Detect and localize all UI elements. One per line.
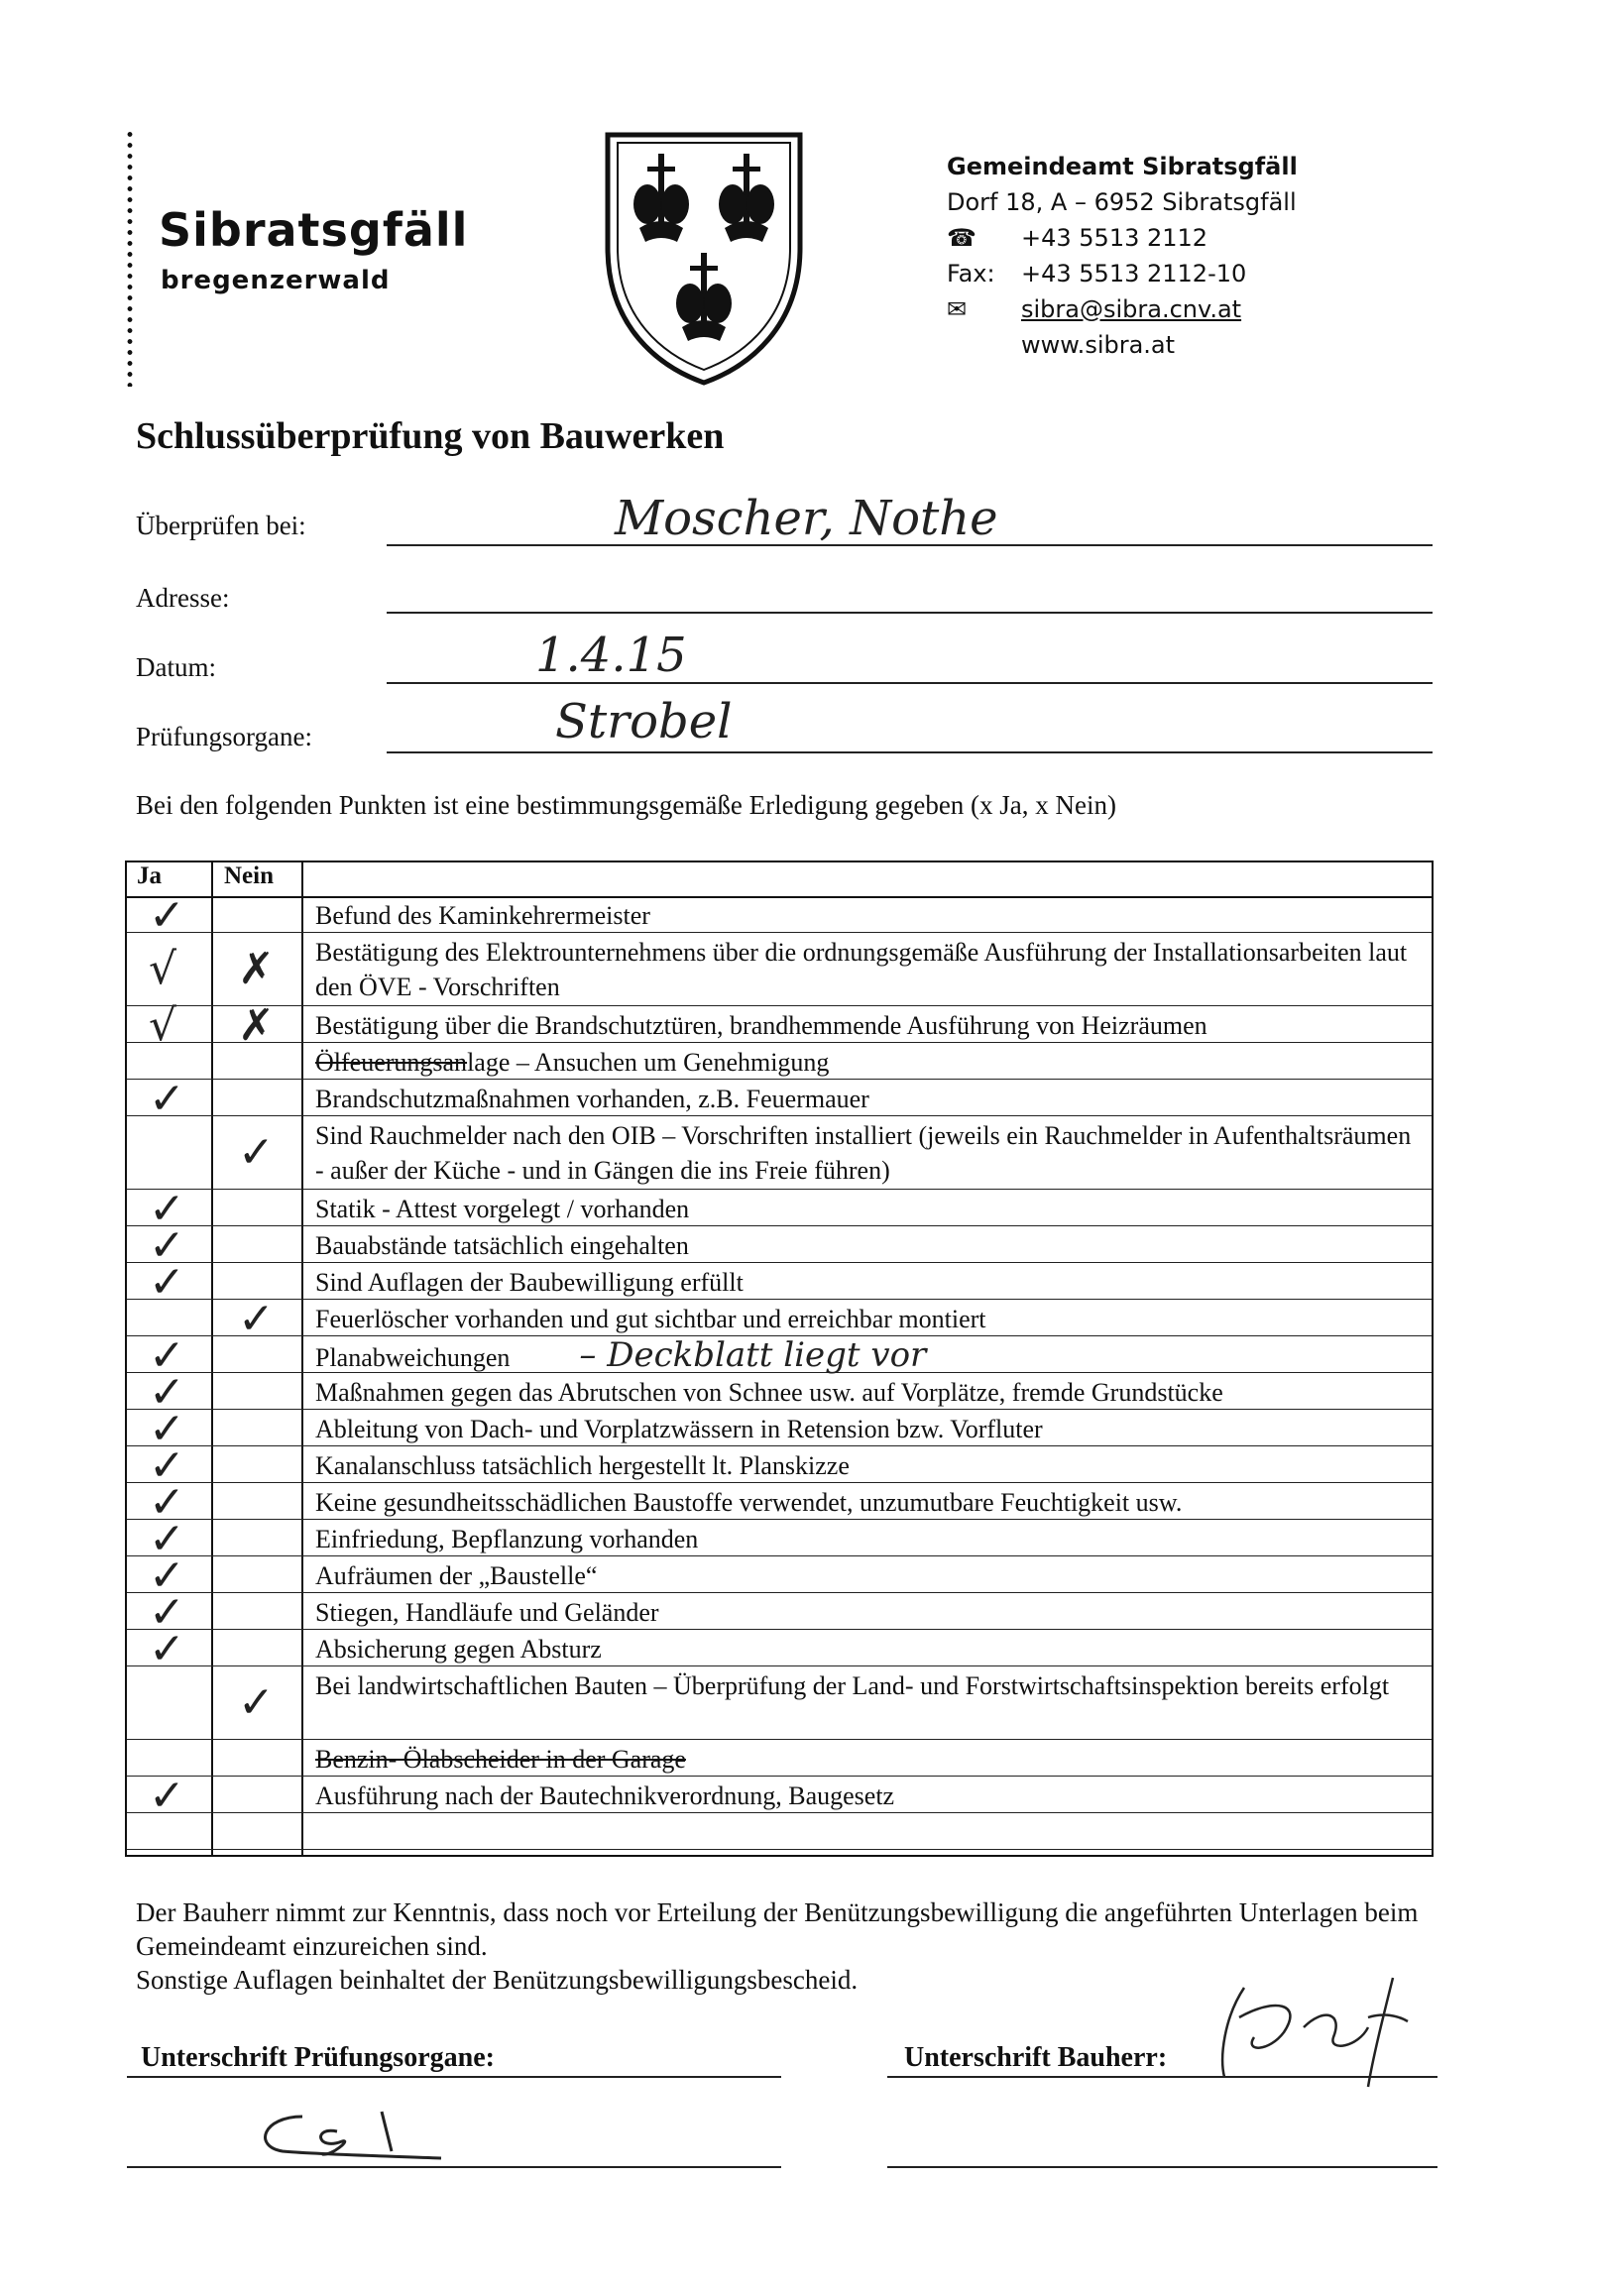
yes-mark[interactable]: ✓ xyxy=(149,1771,185,1821)
row-handwritten-note: – Deckblatt liegt vor xyxy=(579,1335,927,1375)
table-row xyxy=(127,1550,1432,1601)
row-label: Ausführung nach der Bautechnikverordnung, Baugesetz xyxy=(315,1781,895,1810)
row-text xyxy=(315,1595,1414,1630)
no-mark[interactable]: ✓ xyxy=(238,1127,275,1178)
phone-icon: ☎ xyxy=(947,224,977,252)
row-text xyxy=(315,1448,1414,1483)
brand-name: Sibratsgfäll xyxy=(159,203,469,257)
row-label: Maßnahmen gegen das Abrutschen von Schnee usw. auf Vorplätze, fremde Grundstücke xyxy=(315,1378,1223,1407)
table-row xyxy=(127,1184,1432,1234)
table-row xyxy=(127,1813,1432,1850)
row-text xyxy=(315,1485,1414,1520)
checklist-table xyxy=(125,861,1434,1857)
table-row xyxy=(127,1740,1432,1777)
decorative-dot-column xyxy=(127,129,133,387)
inspector-signature-icon xyxy=(243,2097,471,2176)
table-row xyxy=(127,1043,1432,1080)
inspector-line xyxy=(387,751,1433,753)
footer-paragraph: Der Bauherr nimmt zur Kenntnis, dass noch vor Erteilung der Benützungsbewilligung die angeführten Unterlagen beim Gemeindeamt einzureichen sind. xyxy=(136,1897,1419,1961)
table-row xyxy=(127,1294,1432,1344)
date-line xyxy=(387,682,1433,684)
row-text xyxy=(315,1668,1414,1703)
table-row xyxy=(127,1404,1432,1454)
fax-label: Fax: xyxy=(947,260,995,287)
row-label: Benzin- Ölabscheider in der Garage xyxy=(315,1745,686,1774)
row-label: Bei landwirtschaftlichen Bauten – Überprüfung der Land- und Forstwirtschaftsinspektion bereits erfolgt xyxy=(315,1671,1390,1700)
office-website[interactable]: www.sibra.at xyxy=(1021,331,1176,359)
table-row xyxy=(127,1330,1432,1381)
yes-mark[interactable]: √ xyxy=(149,1000,177,1051)
yes-mark[interactable]: ✓ xyxy=(149,1257,185,1308)
table-row xyxy=(127,1116,1432,1190)
no-mark[interactable]: ✗ xyxy=(238,1000,275,1051)
no-mark[interactable]: ✗ xyxy=(238,944,275,994)
brand-subtitle: bregenzerwald xyxy=(161,266,391,295)
yes-mark[interactable]: ✓ xyxy=(149,1220,185,1271)
yes-mark[interactable]: ✓ xyxy=(149,1074,185,1124)
office-contact-block xyxy=(947,149,1298,363)
row-struck-text: Ölfeuerungsan xyxy=(315,1048,468,1077)
row-text xyxy=(315,1192,1414,1226)
table-row xyxy=(127,1587,1432,1638)
inspect-line xyxy=(387,544,1433,546)
yes-mark[interactable]: ✓ xyxy=(149,1514,185,1564)
office-fax: +43 5513 2112-10 xyxy=(1021,260,1247,287)
table-row xyxy=(127,933,1432,1006)
yes-mark[interactable]: ✓ xyxy=(149,890,185,941)
row-text xyxy=(315,1228,1414,1263)
row-label: Brandschutzmaßnahmen vorhanden, z.B. Feuermauer xyxy=(315,1085,869,1113)
row-label: Stiegen, Handläufe und Geländer xyxy=(315,1598,659,1627)
inspect-value: Moscher, Nothe xyxy=(615,491,998,546)
table-row xyxy=(127,1220,1432,1271)
intro-text: Bei den folgenden Punkten ist eine bestimmungsgemäße Erledigung gegeben (x Ja, x Nein) xyxy=(136,790,1117,820)
row-label: Kanalanschluss tatsächlich hergestellt lt. Planskizze xyxy=(315,1451,850,1480)
table-row xyxy=(127,890,1432,941)
row-label: Einfriedung, Bepflanzung vorhanden xyxy=(315,1525,699,1553)
office-email-row xyxy=(947,291,1298,327)
office-phone-row xyxy=(947,220,1298,256)
yes-mark[interactable]: ✓ xyxy=(149,1440,185,1491)
date-value: 1.4.15 xyxy=(535,628,687,683)
table-row xyxy=(127,1477,1432,1528)
row-text xyxy=(315,1082,1414,1116)
signature-line xyxy=(127,2076,781,2078)
row-label: Aufräumen der „Baustelle“ xyxy=(315,1561,598,1590)
row-label: Sind Rauchmelder nach den OIB – Vorschriften installiert (jeweils ein Rauchmelder in Aufenthaltsräumen - außer der Küche - und in Gängen die ins Freie führen) xyxy=(315,1121,1412,1185)
row-text xyxy=(315,1375,1414,1410)
table-row xyxy=(127,1074,1432,1124)
row-label: Planabweichungen xyxy=(315,1343,511,1372)
table-row xyxy=(127,1514,1432,1564)
address-label: Adresse: xyxy=(136,583,230,613)
row-label: Bauabstände tatsächlich eingehalten xyxy=(315,1231,689,1260)
row-label: Bestätigung über die Brandschutztüren, brandhemmende Ausführung von Heizräumen xyxy=(315,1011,1207,1040)
row-text xyxy=(315,1335,1414,1375)
yes-mark[interactable]: √ xyxy=(149,944,177,994)
row-text xyxy=(315,1265,1414,1300)
office-fax-row xyxy=(947,256,1298,291)
row-text xyxy=(315,1558,1414,1593)
row-text xyxy=(315,1008,1414,1043)
row-label: Ableitung von Dach- und Vorplatzwässern in Retension bzw. Vorfluter xyxy=(315,1415,1043,1443)
row-label: Bestätigung des Elektrounternehmens über die ordnungsgemäße Ausführung der Installationsarbeiten laut den ÖVE - Vorschriften xyxy=(315,938,1408,1001)
row-label: Keine gesundheitsschädlichen Baustoffe verwendet, unzumutbare Feuchtigkeit usw. xyxy=(315,1488,1183,1517)
yes-mark[interactable]: ✓ xyxy=(149,1330,185,1381)
table-row xyxy=(127,1440,1432,1491)
address-line xyxy=(387,612,1433,614)
date-label: Datum: xyxy=(136,652,216,682)
inspector-signature-label: Unterschrift Prüfungsorgane: xyxy=(141,2042,495,2073)
signature-line xyxy=(887,2166,1437,2168)
column-header-no: Nein xyxy=(224,862,274,889)
row-text xyxy=(315,1522,1414,1556)
office-phone: +43 5513 2112 xyxy=(1021,224,1208,252)
yes-mark[interactable]: ✓ xyxy=(149,1550,185,1601)
table-row xyxy=(127,1771,1432,1821)
office-web-row xyxy=(947,327,1298,363)
row-label: Statik - Attest vorgelegt / vorhanden xyxy=(315,1195,690,1223)
row-label: Absicherung gegen Absturz xyxy=(315,1635,602,1664)
table-row xyxy=(127,1367,1432,1418)
coat-of-arms-icon xyxy=(600,129,808,387)
envelope-icon: ✉ xyxy=(947,295,968,323)
row-text xyxy=(315,935,1414,1004)
table-row xyxy=(127,1257,1432,1308)
yes-mark[interactable]: ✓ xyxy=(149,1404,185,1454)
table-row xyxy=(127,1666,1432,1740)
footer-paragraph: Sonstige Auflagen beinhaltet der Benützungsbewilligungsbescheid. xyxy=(136,1965,859,1995)
row-text xyxy=(315,1045,1414,1080)
owner-signature-icon xyxy=(1185,1958,1423,2092)
row-label: Befund des Kaminkehrermeister xyxy=(315,901,650,930)
inspector-value: Strobel xyxy=(555,694,733,749)
no-mark[interactable]: ✓ xyxy=(238,1294,275,1344)
inspect-label: Überprüfen bei: xyxy=(136,511,306,540)
row-text xyxy=(315,1779,1414,1813)
yes-mark[interactable]: ✓ xyxy=(149,1367,185,1418)
table-row xyxy=(127,1000,1432,1051)
office-email[interactable]: sibra@sibra.cnv.at xyxy=(1021,295,1242,323)
row-text xyxy=(315,1412,1414,1446)
row-text xyxy=(315,1118,1414,1188)
column-header-yes: Ja xyxy=(137,862,162,889)
office-address: Dorf 18, A – 6952 Sibratsgfäll xyxy=(947,188,1297,216)
table-row xyxy=(127,1624,1432,1674)
row-text xyxy=(315,1302,1414,1336)
document-title: Schlussüberprüfung von Bauwerken xyxy=(136,415,725,457)
signature-line xyxy=(127,2166,781,2168)
office-name: Gemeindeamt Sibratsgfäll xyxy=(947,153,1298,180)
inspector-label: Prüfungsorgane: xyxy=(136,722,312,751)
row-label: Sind Auflagen der Baubewilligung erfüllt xyxy=(315,1268,744,1297)
owner-signature-label: Unterschrift Bauherr: xyxy=(904,2042,1168,2073)
row-label: Feuerlöscher vorhanden und gut sichtbar und erreichbar montiert xyxy=(315,1305,986,1333)
yes-mark[interactable]: ✓ xyxy=(149,1477,185,1528)
yes-mark[interactable]: ✓ xyxy=(149,1587,185,1638)
no-mark[interactable]: ✓ xyxy=(238,1677,275,1728)
yes-mark[interactable]: ✓ xyxy=(149,1624,185,1674)
row-label: lage – Ansuchen um Genehmigung xyxy=(467,1048,830,1077)
row-text xyxy=(315,1742,1414,1777)
yes-mark[interactable]: ✓ xyxy=(149,1184,185,1234)
row-text xyxy=(315,1632,1414,1666)
row-text xyxy=(315,898,1414,933)
